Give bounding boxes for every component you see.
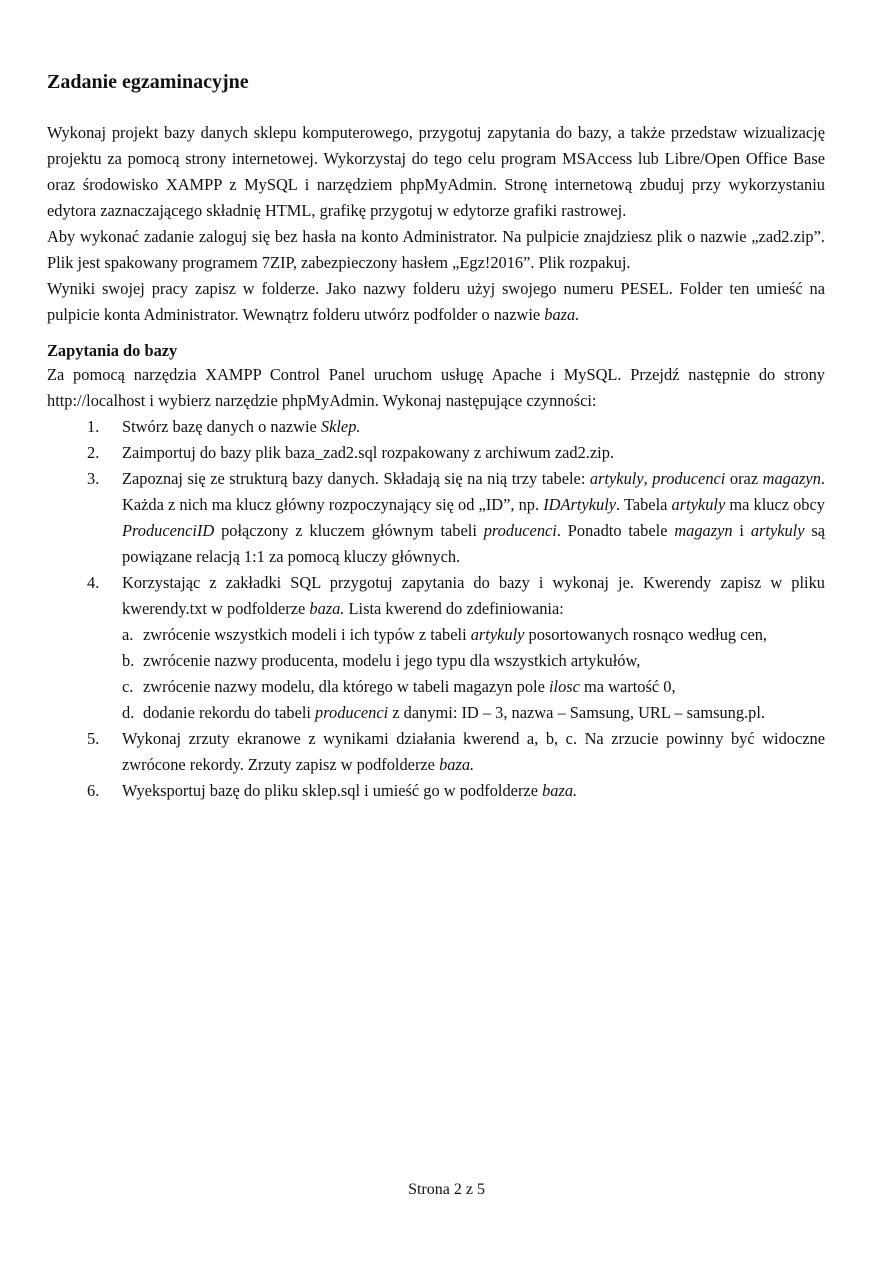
step-number: 4. — [87, 573, 100, 592]
italic-term: producenci — [315, 703, 389, 722]
text-run: Za pomocą narzędzia XAMPP Control Panel uruchom usługę Apache i MySQL. Przejdź następnie do strony http://localhost i wybierz narzędzie phpMyAdmin. Wykonaj następujące czynności: — [47, 365, 825, 410]
query-item — [122, 648, 825, 674]
steps-list — [47, 414, 825, 804]
text-run: Stwórz bazę danych o nazwie — [122, 417, 321, 436]
italic-term: artykuly — [750, 521, 805, 540]
query-text — [143, 622, 825, 648]
italic-term: Sklep. — [320, 417, 361, 436]
step-text — [122, 414, 825, 440]
query-item — [122, 700, 825, 726]
section-intro — [47, 362, 825, 414]
italic-term: baza. — [542, 781, 578, 800]
intro-paragraph — [47, 276, 825, 328]
text-run: i — [732, 521, 751, 540]
query-text — [143, 700, 825, 726]
intro-paragraph — [47, 120, 825, 224]
intro-section — [47, 120, 825, 328]
text-run: Wykonaj projekt bazy danych sklepu komputerowego, przygotuj zapytania do bazy, a także przedstaw wizualizację projektu za pomocą strony internetowej. Wykorzystaj do tego celu program MSAccess lub Libre/Open Office Base oraz środowisko XAMPP z MySQL i narzędziem phpMyAdmin. Stronę internetową zbuduj przy wykorzystaniu edytora zaznaczającego składnię HTML, grafikę przygotuj w edytorze grafiki rastrowej. — [47, 123, 825, 220]
query-letter: c. — [122, 677, 134, 696]
text-run: Wykonaj zrzuty ekranowe z wynikami działania kwerend a, b, c. Na zrzucie powinny być widoczne zwrócone rekordy. Zrzuty zapisz w podfolderze — [122, 729, 825, 774]
query-text — [143, 674, 825, 700]
text-run: , — [643, 469, 653, 488]
italic-term: baza. — [309, 599, 345, 618]
text-run: ma wartość 0, — [579, 677, 676, 696]
step-item — [47, 778, 825, 804]
section-title: Zapytania do bazy — [47, 341, 178, 360]
step-item — [47, 440, 825, 466]
text-run: zwrócenie nazwy producenta, modelu i jego typu dla wszystkich artykułów, — [143, 651, 641, 670]
italic-term: producenci — [652, 469, 726, 488]
text-run: Korzystając z zakładki SQL przygotuj zapytania do bazy i wykonaj je. Kwerendy zapisz w pliku kwerendy.txt w podfolderze — [122, 573, 825, 618]
document-page — [47, 68, 825, 804]
italic-term: baza. — [544, 305, 580, 324]
italic-term: ilosc — [548, 677, 580, 696]
text-run: połączony z kluczem głównym tabeli — [214, 521, 484, 540]
italic-term: magazyn — [674, 521, 733, 540]
intro-paragraph — [47, 224, 825, 276]
query-letter: b. — [122, 651, 135, 670]
italic-term: producenci — [483, 521, 557, 540]
italic-term: magazyn — [762, 469, 821, 488]
step-item — [47, 726, 825, 778]
italic-term: artykuly — [470, 625, 525, 644]
text-run: . Każda z nich ma klucz główny rozpoczynający się od „ID”, np. — [122, 469, 826, 514]
step-text — [122, 778, 825, 804]
step-text — [122, 726, 825, 778]
italic-term: baza. — [439, 755, 475, 774]
italic-term: IDArtykuly — [543, 495, 617, 514]
step-item — [47, 466, 825, 570]
text-run: oraz — [725, 469, 763, 488]
step-number: 6. — [87, 781, 100, 800]
text-run: . Ponadto tabele — [556, 521, 675, 540]
query-list — [122, 622, 825, 726]
step-item — [47, 414, 825, 440]
step-number: 2. — [87, 443, 100, 462]
step-text — [122, 440, 825, 466]
text-run: Zaimportuj do bazy plik baza_zad2.sql rozpakowany z archiwum zad2.zip. — [122, 443, 614, 462]
text-run: Wyeksportuj bazę do pliku sklep.sql i umieść go w podfolderze — [122, 781, 543, 800]
italic-term: ProducenciID — [122, 521, 215, 540]
text-run: zwrócenie nazwy modelu, dla którego w tabeli magazyn pole — [143, 677, 549, 696]
text-run: posortowanych rosnąco według cen, — [524, 625, 768, 644]
italic-term: artykuly — [589, 469, 644, 488]
step-text — [122, 466, 825, 570]
text-run: Zapoznaj się ze strukturą bazy danych. Składają się na nią trzy tabele: — [122, 469, 590, 488]
step-number: 3. — [87, 469, 100, 488]
text-run: z danymi: ID – 3, nazwa – Samsung, URL – samsung.pl. — [388, 703, 765, 722]
text-run: dodanie rekordu do tabeli — [143, 703, 316, 722]
page-footer: Strona 2 z 5 — [408, 1181, 485, 1198]
text-run: są powiązane relacją 1:1 za pomocą kluczy głównych. — [122, 521, 825, 566]
text-run: Lista kwerend do zdefiniowania: — [344, 599, 564, 618]
query-item — [122, 622, 825, 648]
page-title: Zadanie egzaminacyjne — [47, 71, 249, 93]
text-run: Wyniki swojej pracy zapisz w folderze. Jako nazwy folderu użyj swojego numeru PESEL. Folder ten umieść na pulpicie konta Administrator. Wewnątrz folderu utwórz podfolder o nazwie — [47, 279, 825, 324]
query-item — [122, 674, 825, 700]
text-run: . Tabela — [616, 495, 672, 514]
text-run: ma klucz obcy — [725, 495, 825, 514]
step-item — [47, 570, 825, 726]
query-text — [143, 648, 825, 674]
text-run: zwrócenie wszystkich modeli i ich typów z tabeli — [143, 625, 471, 644]
query-letter: a. — [122, 625, 134, 644]
step-number: 5. — [87, 729, 100, 748]
step-number: 1. — [87, 417, 100, 436]
text-run: Aby wykonać zadanie zaloguj się bez hasła na konto Administrator. Na pulpicie znajdziesz plik o nazwie „zad2.zip”. Plik jest spakowany programem 7ZIP, zabezpieczony hasłem „Egz!2016”. Plik rozpakuj. — [47, 227, 825, 272]
step-body — [122, 570, 825, 726]
query-letter: d. — [122, 703, 135, 722]
italic-term: artykuly — [671, 495, 726, 514]
step-text — [122, 570, 825, 622]
